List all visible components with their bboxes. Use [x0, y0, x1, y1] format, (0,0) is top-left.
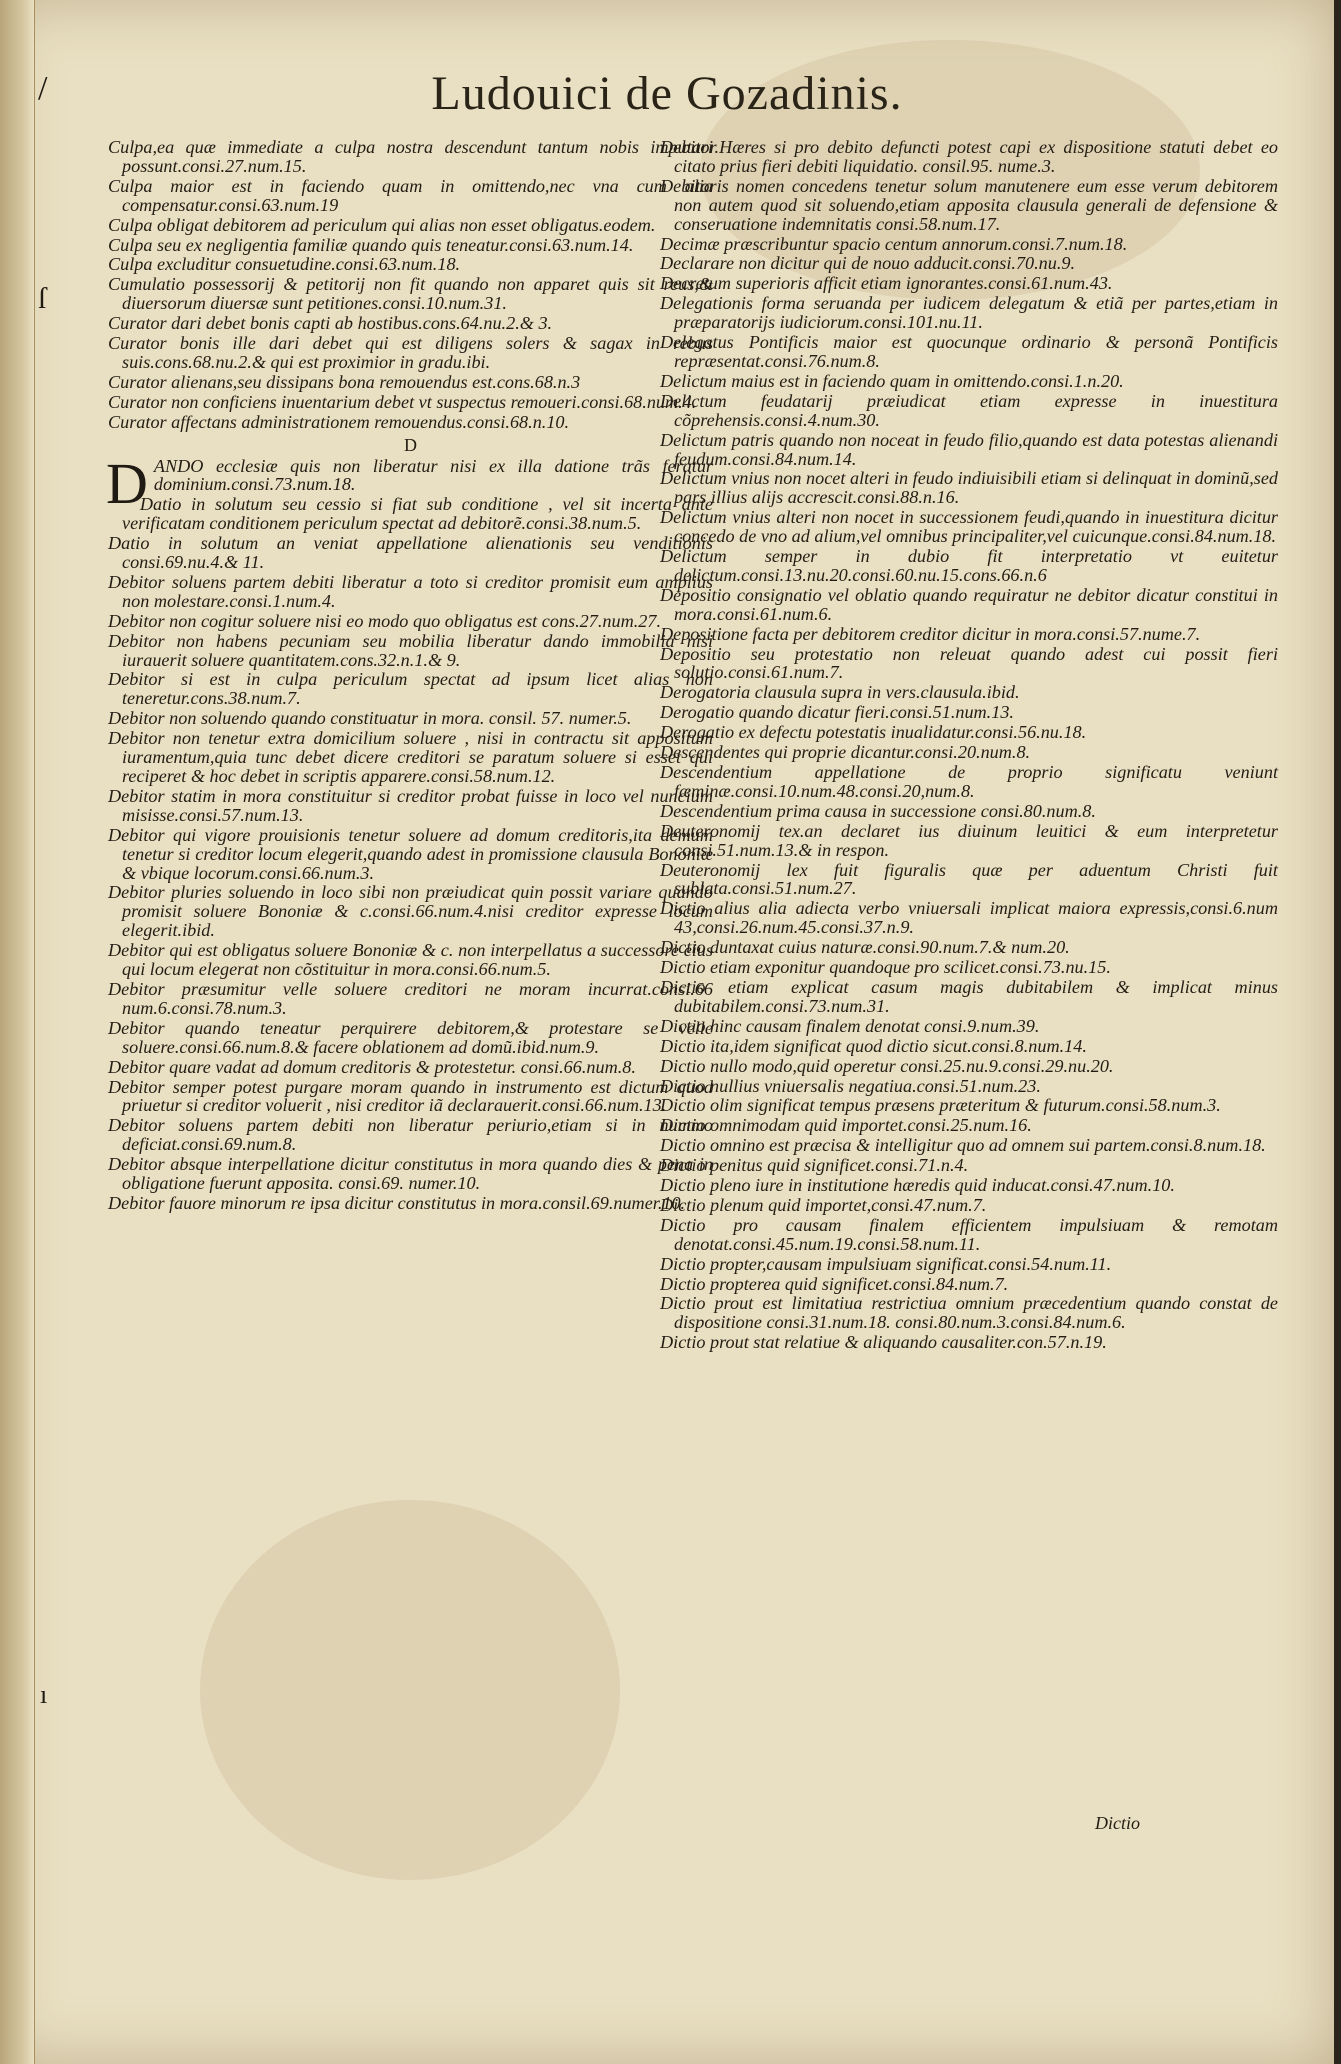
index-entry: Dictio penitus quid significet.consi.71.n.4. [660, 1155, 969, 1176]
index-entry: Depositio seu protestatio non releuat quando adest cui possit fieri solutio.consi.61.num.7. [660, 643, 1278, 683]
index-entry: Debitor qui est obligatus soluere Bononiæ & c. non interpellatus a successore eius qui locum elegerat non cõstituitur in mora.consi.66.num.5. [108, 940, 713, 980]
index-entry: Derogatio quando dicatur fieri.consi.51.num.13. [660, 702, 1014, 723]
index-entry: Debitor si est in culpa periculum spectat ad ipsum licet alias non teneretur.cons.38.num.7. [108, 669, 713, 709]
right-column [660, 138, 1278, 1353]
section-letter: D [404, 434, 417, 455]
initial-letter: D [106, 450, 148, 516]
index-entry: Dictio etiam exponitur quandoque pro scilicet.consi.73.nu.15. [660, 957, 1111, 978]
margin-mark: ſ [38, 282, 47, 315]
index-entry: Dictio nullius vniuersalis negatiua.consi.51.num.23. [660, 1075, 1041, 1096]
right-entries [660, 138, 1278, 1352]
index-entry: Delictum vnius non nocet alteri in feudo indiuisibili etiam si delinquat in dominũ,sed pars illius alijs accrescit.consi.88.n.16. [660, 468, 1278, 508]
index-entry: Descendentium prima causa in successione consi.80.num.8. [660, 800, 1096, 821]
index-entry: Delictum vnius alteri non nocet in successionem feudi,quando in inuestitura dicitur concedo de vno ad alium,vel omnibus principaliter,vel cuicunque.consi.84.num.18. [660, 507, 1278, 547]
index-entry: Delictum semper in dubio fit interpretatio vt euitetur delictum.consi.13.nu.20.consi.60.nu.15.cons.66.n.6 [660, 546, 1278, 585]
index-entry: Dictio propterea quid significet.consi.84.num.7. [660, 1273, 1009, 1294]
index-entry: Curator affectans administrationem remouendus.consi.68.n.10. [108, 411, 570, 432]
margin-mark: ı [40, 1680, 48, 1709]
paper-stain [200, 1500, 620, 1880]
index-entry: Debitoris nomen concedens tenetur solum manutenere eum esse verum debitorem non autem quod sit soluendo,etiam apposita clausula generali de defensione & conseruatione indemnitatis consi.58.num.17. [660, 175, 1278, 234]
index-entry: Derogatoria clausula supra in vers.clausula.ibid. [660, 682, 1020, 703]
catchword: Dictio [1095, 1813, 1140, 1833]
index-entry: Delegatus Pontificis maior est quocunque ordinario & personã Pontificis repræsentat.consi.76.num.8. [660, 332, 1278, 371]
index-entry: Dictio prout stat relatiue & aliquando causaliter.con.57.n.19. [660, 1332, 1107, 1353]
index-entry: Culpa,ea quæ immediate a culpa nostra descendunt tantum nobis imputari possunt.consi.27.num.15. [108, 137, 713, 176]
index-entry: Debitor non tenetur extra domicilium soluere , nisi in contractu sit appositum iuramentum,quia tunc debet dicere creditori se paratum soluere si esset qui reciperet & hoc debet in scriptis apparere.consi.58.num.12. [108, 728, 713, 786]
index-entry: Deuteronomij tex.an declaret ius diuinum leuitici & eum interpretetur consi.51.num.13.& in respon. [660, 820, 1278, 860]
index-entry: Dictio etiam explicat casum magis dubitabilem & implicat minus dubitabilem.consi.73.num.31. [660, 976, 1278, 1016]
index-entry: Dictio hinc causam finalem denotat consi.9.num.39. [660, 1015, 1040, 1036]
index-entry: Dictio plenum quid importet,consi.47.num.7. [660, 1194, 987, 1215]
index-entry: Debitor pluries soluendo in loco sibi non præiudicat quin possit variare quando promisit soluere Bononiæ & c.consi.66.num.4.nisi creditor expresse locum elegerit.ibid. [108, 882, 713, 941]
index-entry: Debitor præsumitur velle soluere creditori ne moram incurrat.consi.66 num.6.consi.78.num.3. [108, 978, 713, 1018]
index-entry: Curator non conficiens inuentarium debet vt suspectus remoueri.consi.68.num.4. [108, 391, 697, 412]
index-entry: Cumulatio possessorij & petitorij non fit quando non apparet quis sit reus,& diuersorum diuersæ sunt petitiones.consi.10.num.31. [108, 274, 713, 314]
index-entry: Debitor non cogitur soluere nisi eo modo quo obligatus est cons.27.num.27. [108, 610, 662, 631]
index-entry: Dictio duntaxat cuius naturæ.consi.90.num.7.& num.20. [660, 937, 1070, 958]
index-entry: Debitor soluens partem debiti non liberatur periurio,etiam si in nummo deficiat.consi.69.num.8. [108, 1115, 713, 1155]
page-gutter [0, 0, 35, 2064]
left-column [108, 138, 713, 1214]
index-entry: Curator dari debet bonis capti ab hostibus.cons.64.nu.2.& 3. [108, 313, 553, 334]
index-entry: Declarare non dicitur qui de nouo adducit.consi.70.nu.9. [660, 253, 1076, 274]
index-entry: Decretum superioris afficit etiam ignorantes.consi.61.num.43. [660, 273, 1113, 294]
margin-mark: / [38, 70, 48, 107]
index-entry: Dictio ita,idem significat quod dictio sicut.consi.8.num.14. [660, 1035, 1087, 1056]
index-entry: Delictum feudatarij præiudicat etiam expresse in inuestitura cõprehensis.consi.4.num.30. [660, 390, 1278, 430]
index-entry: Debitor quando teneatur perquirere debitorem,& protestare se velle soluere.consi.66.num.8.& facere oblationem ad domũ.ibid.num.9. [108, 1017, 713, 1057]
index-entry: Depositio consignatio vel oblatio quando requiratur ne debitor dicatur constitui in mora.consi.61.num.6. [660, 584, 1278, 624]
index-entry: Delictum maius est in faciendo quam in omittendo.consi.1.n.20. [660, 370, 1124, 391]
index-entry: Derogatio ex defectu potestatis inualidatur.consi.56.nu.18. [660, 722, 1087, 743]
index-entry: Debitor non soluendo quando constituatur in mora. consil. 57. numer.5. [108, 708, 632, 729]
index-entry: Debitor.Hæres si pro debito defuncti potest capi ex dispositione statuti debet eo citato prius fieri debiti liquidatio. consil.95. nume.3. [660, 137, 1278, 176]
index-entry: Culpa seu ex negligentia familiæ quando quis teneatur.consi.63.num.14. [108, 234, 634, 255]
index-entry: Descendentes qui proprie dicantur.consi.20.num.8. [660, 742, 1031, 763]
index-entry: Debitor statim in mora constituitur si creditor probat fuisse in loco vel nuncium misisse.consi.57.num.13. [108, 785, 713, 825]
index-entry: Debitor quare vadat ad domum creditoris & protestetur. consi.66.num.8. [108, 1056, 636, 1077]
running-head: Ludouici de Gozadinis. [431, 67, 903, 120]
index-entry: Dictio alius alia adiecta verbo vniuersali implicat maiora expressis,consi.6.num 43,consi.26.num.45.consi.37.n.9. [660, 898, 1278, 938]
index-entry: Delictum patris quando non noceat in feudo filio,quando est data potestas alienandi feudum.consi.84.num.14. [660, 429, 1278, 469]
index-entry: Dictio pro causam finalem efficientem impulsiuam & remotam denotat.consi.45.num.19.consi.58.num.11. [660, 1214, 1278, 1254]
index-entry: Debitor absque interpellatione dicitur constitutus in mora quando dies & pena in obligatione fuerunt apposita. consi.69. numer.10. [108, 1154, 713, 1194]
index-entry: Descendentium appellatione de proprio significatu veniunt fæminæ.consi.10.num.48.consi.20,num.8. [660, 762, 1278, 801]
left-entries [108, 138, 713, 432]
index-entry: Culpa obligat debitorem ad periculum qui alias non esset obligatus.eodem. [108, 214, 656, 235]
index-entry: Datio in solutum an veniat appellatione alienationis seu venditionis consi.69.nu.4.& 11. [108, 533, 713, 573]
index-entry: Delegationis forma seruanda per iudicem delegatum & etiã per partes,etiam in præparatorijs iudiciorum.consi.101.nu.11. [660, 293, 1278, 333]
index-entry: Curator bonis ille dari debet qui est diligens solers & sagax in rebus suis.cons.68.nu.2.& qui est proximior in gradu.ibi. [108, 333, 713, 372]
left-entries-d [108, 495, 713, 1213]
index-entry: Dictio olim significat tempus præsens præteritum & futurum.consi.58.num.3. [660, 1095, 1221, 1116]
index-entry: Dictio propter,causam impulsiuam significat.consi.54.num.11. [660, 1253, 1112, 1274]
index-entry: Decimæ præscribuntur spacio centum annorum.consi.7.num.18. [660, 233, 1128, 254]
index-entry: Debitor fauore minorum re ipsa dicitur constitutus in mora.consil.69.numer.10. [108, 1192, 686, 1213]
index-entry: Curator alienans,seu dissipans bona remouendus est.cons.68.n.3 [108, 371, 581, 392]
index-entry: Culpa maior est in faciendo quam in omittendo,nec vna cum alia compensatur.consi.63.num.19 [108, 175, 713, 215]
index-entry: Depositione facta per debitorem creditor dicitur in mora.consi.57.nume.7. [660, 623, 1201, 644]
index-entry: Dictio pleno iure in institutione hæredis quid inducat.consi.47.num.10. [660, 1175, 1175, 1196]
index-entry: Dictio omnino est præcisa & intelligitur quo ad omnem sui partem.consi.8.num.18. [660, 1135, 1266, 1156]
index-entry: Debitor non habens pecuniam seu mobilia liberatur dando immobilia nisi iurauerit soluere quantitatem.cons.32.n.1.& 9. [108, 630, 713, 670]
index-entry: Debitor qui vigore prouisionis tenetur soluere ad domum creditoris,ita demum tenetur si creditor locum elegerit,quando adest in promissione clausula Bononiæ & vbique locorum.consi.66.num.3. [108, 824, 713, 883]
index-entry: Dictio omnimodam quid importet.consi.25.num.16. [660, 1115, 1032, 1136]
index-entry: Dictio nullo modo,quid operetur consi.25.nu.9.consi.29.nu.20. [660, 1055, 1114, 1076]
index-entry: Dictio prout est limitatiua restrictiua omnium præcedentium quando constat de dispositione consi.31.num.18. consi.80.num.3.consi.84.num.6. [660, 1293, 1278, 1333]
index-entry: Debitor semper potest purgare moram quando in instrumento est dictum quod priuetur si creditor voluerit , nisi creditor iã declarauerit.consi.66.num.13. [108, 1076, 713, 1116]
index-entry: Datio in solutum seu cessio si fiat sub conditione , vel sit incerta ante verificatam conditionem periculum spectat ad debitorẽ.consi.38.num.5. [122, 494, 713, 534]
d-first-entry-text: ANDO ecclesiæ quis non liberatur nisi ex illa datione trãs feratur dominium.consi.73.num.18. [153, 455, 713, 495]
index-entry: Debitor soluens partem debiti liberatur a toto si creditor promisit eum amplius non molestare.consi.1.num.4. [108, 571, 713, 611]
index-entry: Culpa excluditur consuetudine.consi.63.num.18. [108, 254, 461, 275]
index-entry: Deuteronomij lex fuit figuralis quæ per aduentum Christi fuit sublata.consi.51.num.27. [660, 859, 1278, 899]
